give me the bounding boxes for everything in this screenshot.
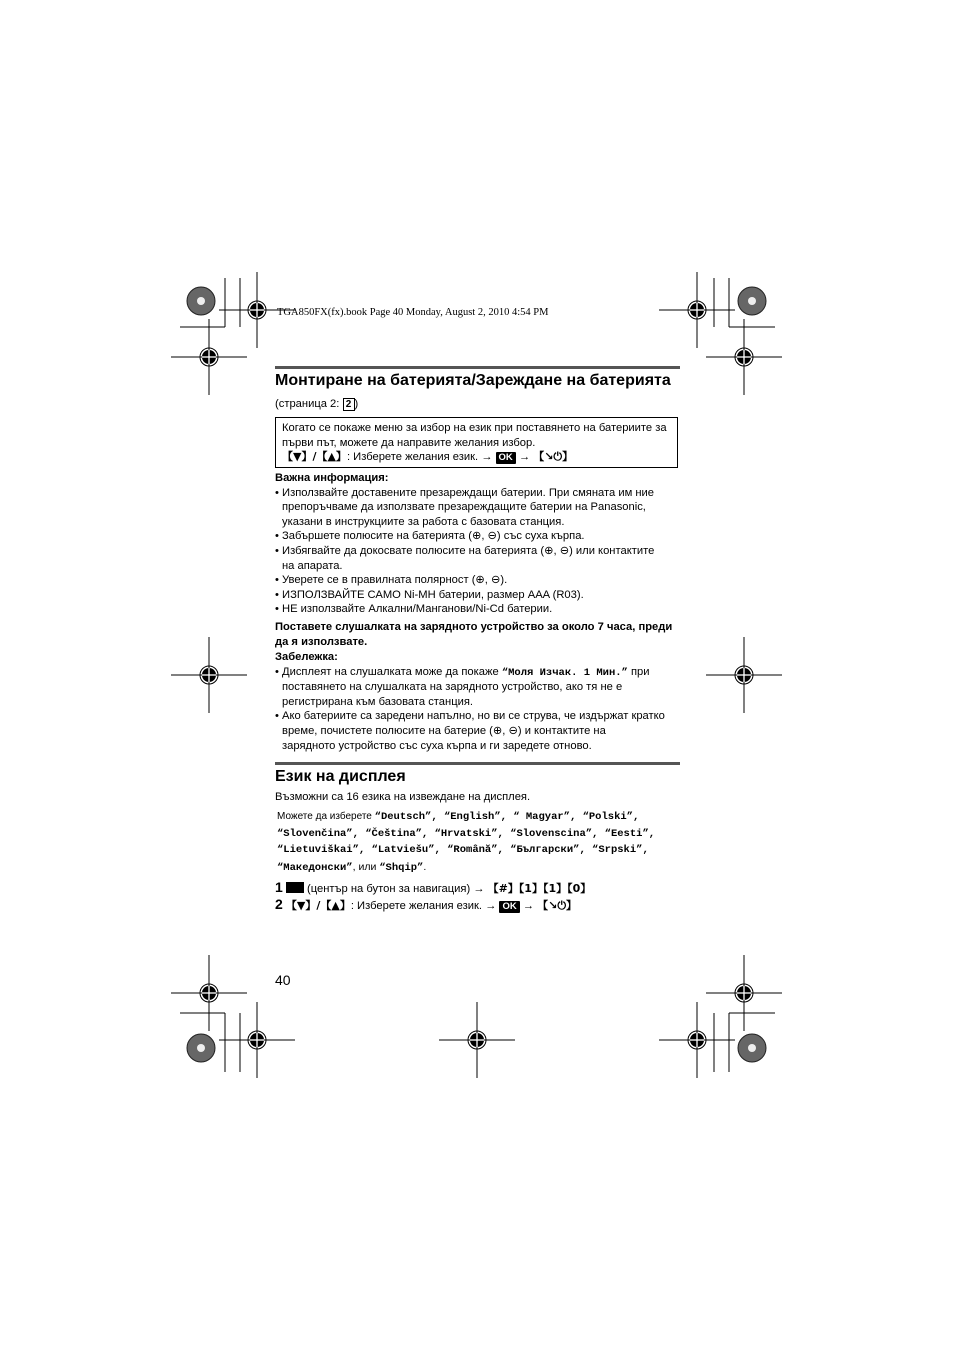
up-down-keys-2: 【▼】/【▲】 xyxy=(285,899,351,912)
page-number: 40 xyxy=(275,972,291,988)
important-info-block xyxy=(275,471,685,617)
important-heading: Важна информация: xyxy=(275,472,389,484)
bullet-2: • Забършете полюсите на батерията (⊕, ⊖) със суха кърпа. xyxy=(275,530,585,543)
step-2-number: 2 xyxy=(275,896,283,912)
bullet-3: • Избягвайте да докосвате полюсите на батерията (⊕, ⊖) или контактите на апарата. xyxy=(275,544,655,572)
language-notice-box xyxy=(275,417,678,468)
notes-block xyxy=(275,650,685,753)
up-down-keys: 【▼】/【▲】 xyxy=(282,450,347,463)
bullet-5: • ИЗПОЛЗВАЙТЕ САМО Ni-MH батерии, размер AAA (R03). xyxy=(275,588,584,601)
section-title-battery: Монтиране на батерията/Зареждане на батерията xyxy=(275,372,671,389)
section-rule xyxy=(275,366,680,369)
menu-icon xyxy=(286,882,304,893)
ok-key-icon-2: OK xyxy=(499,901,519,913)
print-header: TGA850FX(fx).book Page 40 Monday, August 2, 2010 4:54 PM xyxy=(277,307,549,318)
section-rule-2 xyxy=(275,762,680,765)
bullet-1: • Използвайте доставените презареждащи батерии. При смяната им ние препоръчваме да използвате презареждащите батерии на Panasonic, указани в инструкциите за работа с базовата станция. xyxy=(275,486,655,528)
page-ref-number: 2 xyxy=(343,398,355,411)
step-2: 2 【▼】/【▲】: Изберете желания език. → OK → 【↘⏻】 xyxy=(275,896,578,912)
language-intro: Възможни са 16 езика на извеждане на дисплея. xyxy=(275,791,531,803)
step-1-number: 1 xyxy=(275,879,283,895)
charge-instruction: Поставете слушалката на зарядното устройство за около 7 часа, преди да я използвате. xyxy=(275,621,673,648)
note-heading: Забележка: xyxy=(275,651,338,663)
box-line-1: Когато се покаже меню за избор на език при поставянето на батериите за xyxy=(282,422,667,434)
key-sequence: 【#】【1】【1】【0】 xyxy=(487,882,592,895)
bullet-6: • НЕ използвайте Алкални/Манганови/Ni-Cd батерии. xyxy=(275,603,553,616)
page-reference: (страница 2: 2 ) xyxy=(275,398,359,410)
lcd-message: “Моля Изчак. 1 Мин.” xyxy=(501,666,628,679)
note-1: • Дисплеят на слушалката може да покаже “Моля Изчак. 1 Мин.” при поставянето на слушалката на зарядното устройство, ако тя не е регистрирана към базовата станция. xyxy=(275,665,685,710)
step-1: 1 (център на бутон за навигация) → 【#】【1】【1】【0】 xyxy=(275,879,592,895)
section-title-language: Език на дисплея xyxy=(275,768,406,785)
note-2: • Ако батериите са заредени напълно, но ви се струва, че издържат кратко време, почистете полюсите на батерие (⊕, ⊖) и контактите на зарядното устройство със суха кърпа и ги заредете отново. xyxy=(275,709,685,753)
bullet-4: • Уверете се в правилната полярност (⊕, ⊖). xyxy=(275,574,508,587)
off-key-icon: 【↘⏻】 xyxy=(533,450,574,463)
off-key-icon-2: 【↘⏻】 xyxy=(537,899,578,912)
ok-key-icon: OK xyxy=(496,452,516,464)
box-instruction: 【▼】/【▲】: Изберете желания език. → OK → 【↘⏻】 xyxy=(282,450,574,463)
box-line-2: първи път, можете да направите желания избор. xyxy=(282,436,536,449)
language-list: Можете да изберете “Deutsch”, “English”, “ Magyar”, “Polski”, “Slovenčina”, “Čeština”, “Hrvatski”, “Slovenscina”, “Eesti”, “Lietuviškai”, “Latviešu”, “Română”, “Български”, “Srpski”, “Македонски”, или “Shqip”. xyxy=(277,811,656,874)
